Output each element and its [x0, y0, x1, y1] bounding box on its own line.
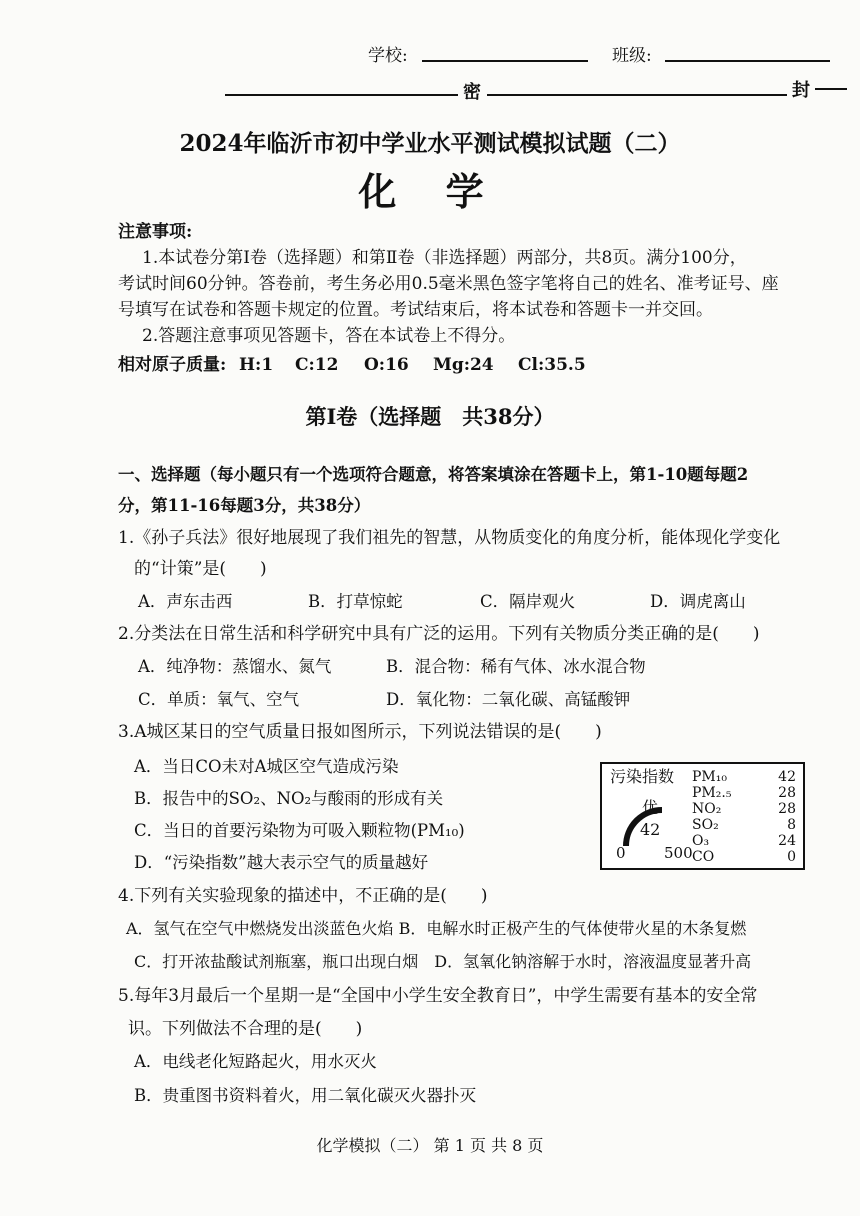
pollutant-value: 28 — [778, 785, 796, 801]
seal-line-right — [815, 88, 847, 90]
subject-title: 化 学 — [358, 169, 502, 214]
exam-title: 2024年临沂市初中学业水平测试模拟试题（二） — [179, 130, 681, 157]
class-field[interactable] — [665, 60, 830, 62]
q1-option-c[interactable]: C．隔岸观火 — [480, 592, 576, 611]
pollutant-name: PM₂.₅ — [692, 785, 732, 801]
school-field[interactable] — [422, 60, 588, 62]
atomic-mass-mg: Mg:24 — [433, 355, 494, 375]
pollutant-name: O₃ — [692, 833, 710, 849]
seal-line-middle — [487, 94, 787, 96]
pollutant-value: 8 — [787, 817, 796, 833]
scale-max: 500 — [664, 844, 693, 862]
atomic-mass-c: C:12 — [295, 355, 339, 375]
q1-option-a[interactable]: A．声东击西 — [138, 592, 233, 611]
quality-level: 优 — [642, 798, 659, 817]
atomic-mass-label: 相对原子质量: — [118, 355, 227, 375]
q3-option-c[interactable]: C．当日的首要污染物为可吸入颗粒物(PM₁₀) — [134, 821, 465, 840]
q2-option-b[interactable]: B．混合物：稀有气体、冰水混合物 — [386, 657, 646, 676]
seal-line-left — [225, 94, 458, 96]
q5-option-b[interactable]: B．贵重图书资料着火，用二氧化碳灭火器扑灭 — [134, 1086, 477, 1105]
q5-stem-line-1: 5.每年3月最后一个星期一是“全国中小学生安全教育日”，中学生需要有基本的安全常 — [118, 986, 758, 1006]
seal-char-feng: 封 — [792, 80, 810, 101]
seal-char-mi: 密 — [463, 82, 481, 103]
q2-option-c[interactable]: C．单质：氧气、空气 — [138, 690, 300, 709]
pollution-index-title: 污染指数 — [610, 767, 675, 786]
q2-stem: 2.分类法在日常生活和科学研究中具有广泛的运用。下列有关物质分类正确的是( ) — [118, 624, 760, 644]
notice-paragraph-1-line-1: 1.本试卷分第Ⅰ卷（选择题）和第Ⅱ卷（非选择题）两部分，共8页。满分100分， — [142, 248, 747, 268]
notice-paragraph-1-line-2: 考试时间60分钟。答卷前，考生务必用0.5毫米黑色签字笔将自己的姓名、准考证号、座 — [118, 274, 779, 294]
atomic-mass-o: O:16 — [364, 355, 409, 375]
notice-paragraph-1-line-3: 号填写在试卷和答题卡规定的位置。考试结束后，将本试卷和答题卡一并交回。 — [118, 300, 713, 320]
school-label: 学校: — [368, 46, 408, 66]
pollutant-name: NO₂ — [692, 801, 722, 817]
page-footer: 化学模拟（二） 第 1 页 共 8 页 — [316, 1136, 544, 1155]
atomic-mass-h: H:1 — [239, 355, 274, 375]
pollutant-value: 28 — [778, 801, 796, 817]
q4-stem: 4.下列有关实验现象的描述中，不正确的是( ) — [118, 886, 488, 906]
pollutant-name: CO — [692, 849, 715, 865]
q2-option-d[interactable]: D．氧化物：二氧化碳、高锰酸钾 — [386, 690, 631, 709]
q3-stem: 3.A城区某日的空气质量日报如图所示，下列说法错误的是( ) — [118, 722, 602, 742]
q1-stem-line-1: 1.《孙子兵法》很好地展现了我们祖先的智慧，从物质变化的角度分析，能体现化学变化 — [118, 528, 781, 548]
q1-option-d[interactable]: D．调虎离山 — [650, 592, 746, 611]
part1-intro-line-1: 一、选择题（每小题只有一个选项符合题意，将答案填涂在答题卡上，第1-10题每题2 — [118, 465, 749, 484]
q3-option-a[interactable]: A．当日CO未对A城区空气造成污染 — [134, 757, 399, 776]
q2-option-a[interactable]: A．纯净物：蒸馏水、氮气 — [138, 657, 332, 676]
scale-min: 0 — [616, 844, 626, 862]
pollutant-value: 24 — [778, 833, 796, 849]
q5-option-a[interactable]: A．电线老化短路起火，用水灭火 — [134, 1052, 377, 1071]
q3-option-b[interactable]: B．报告中的SO₂、NO₂与酸雨的形成有关 — [134, 789, 444, 808]
q3-option-d[interactable]: D．“污染指数”越大表示空气的质量越好 — [134, 853, 429, 872]
air-quality-report — [600, 762, 805, 870]
q1-option-b[interactable]: B．打草惊蛇 — [308, 592, 403, 611]
class-label: 班级: — [612, 46, 652, 66]
q5-stem-line-2: 识。下列做法不合理的是( ) — [128, 1019, 363, 1039]
pollutant-name: SO₂ — [692, 817, 719, 833]
q4-options-cd[interactable]: C．打开浓盐酸试剂瓶塞，瓶口出现白烟 D．氢氧化钠溶解于水时，溶液温度显著升高 — [134, 952, 752, 971]
atomic-mass-cl: Cl:35.5 — [518, 355, 586, 375]
section-title: 第Ⅰ卷（选择题 共38分） — [305, 404, 555, 429]
notice-heading: 注意事项: — [118, 222, 193, 242]
pollutant-value: 42 — [778, 769, 796, 785]
pollutant-value: 0 — [787, 849, 796, 865]
part1-intro-line-2: 分，第11-16每题3分，共38分） — [118, 496, 371, 515]
pollutant-name: PM₁₀ — [692, 769, 727, 785]
pollution-index-value: 42 — [640, 820, 661, 839]
q4-options-ab[interactable]: A．氢气在空气中燃烧发出淡蓝色火焰 B．电解水时正极产生的气体使带火星的木条复燃 — [126, 919, 747, 938]
notice-paragraph-2: 2.答题注意事项见答题卡，答在本试卷上不得分。 — [142, 326, 516, 346]
q1-stem-line-2: 的“计策”是( ) — [134, 559, 267, 579]
